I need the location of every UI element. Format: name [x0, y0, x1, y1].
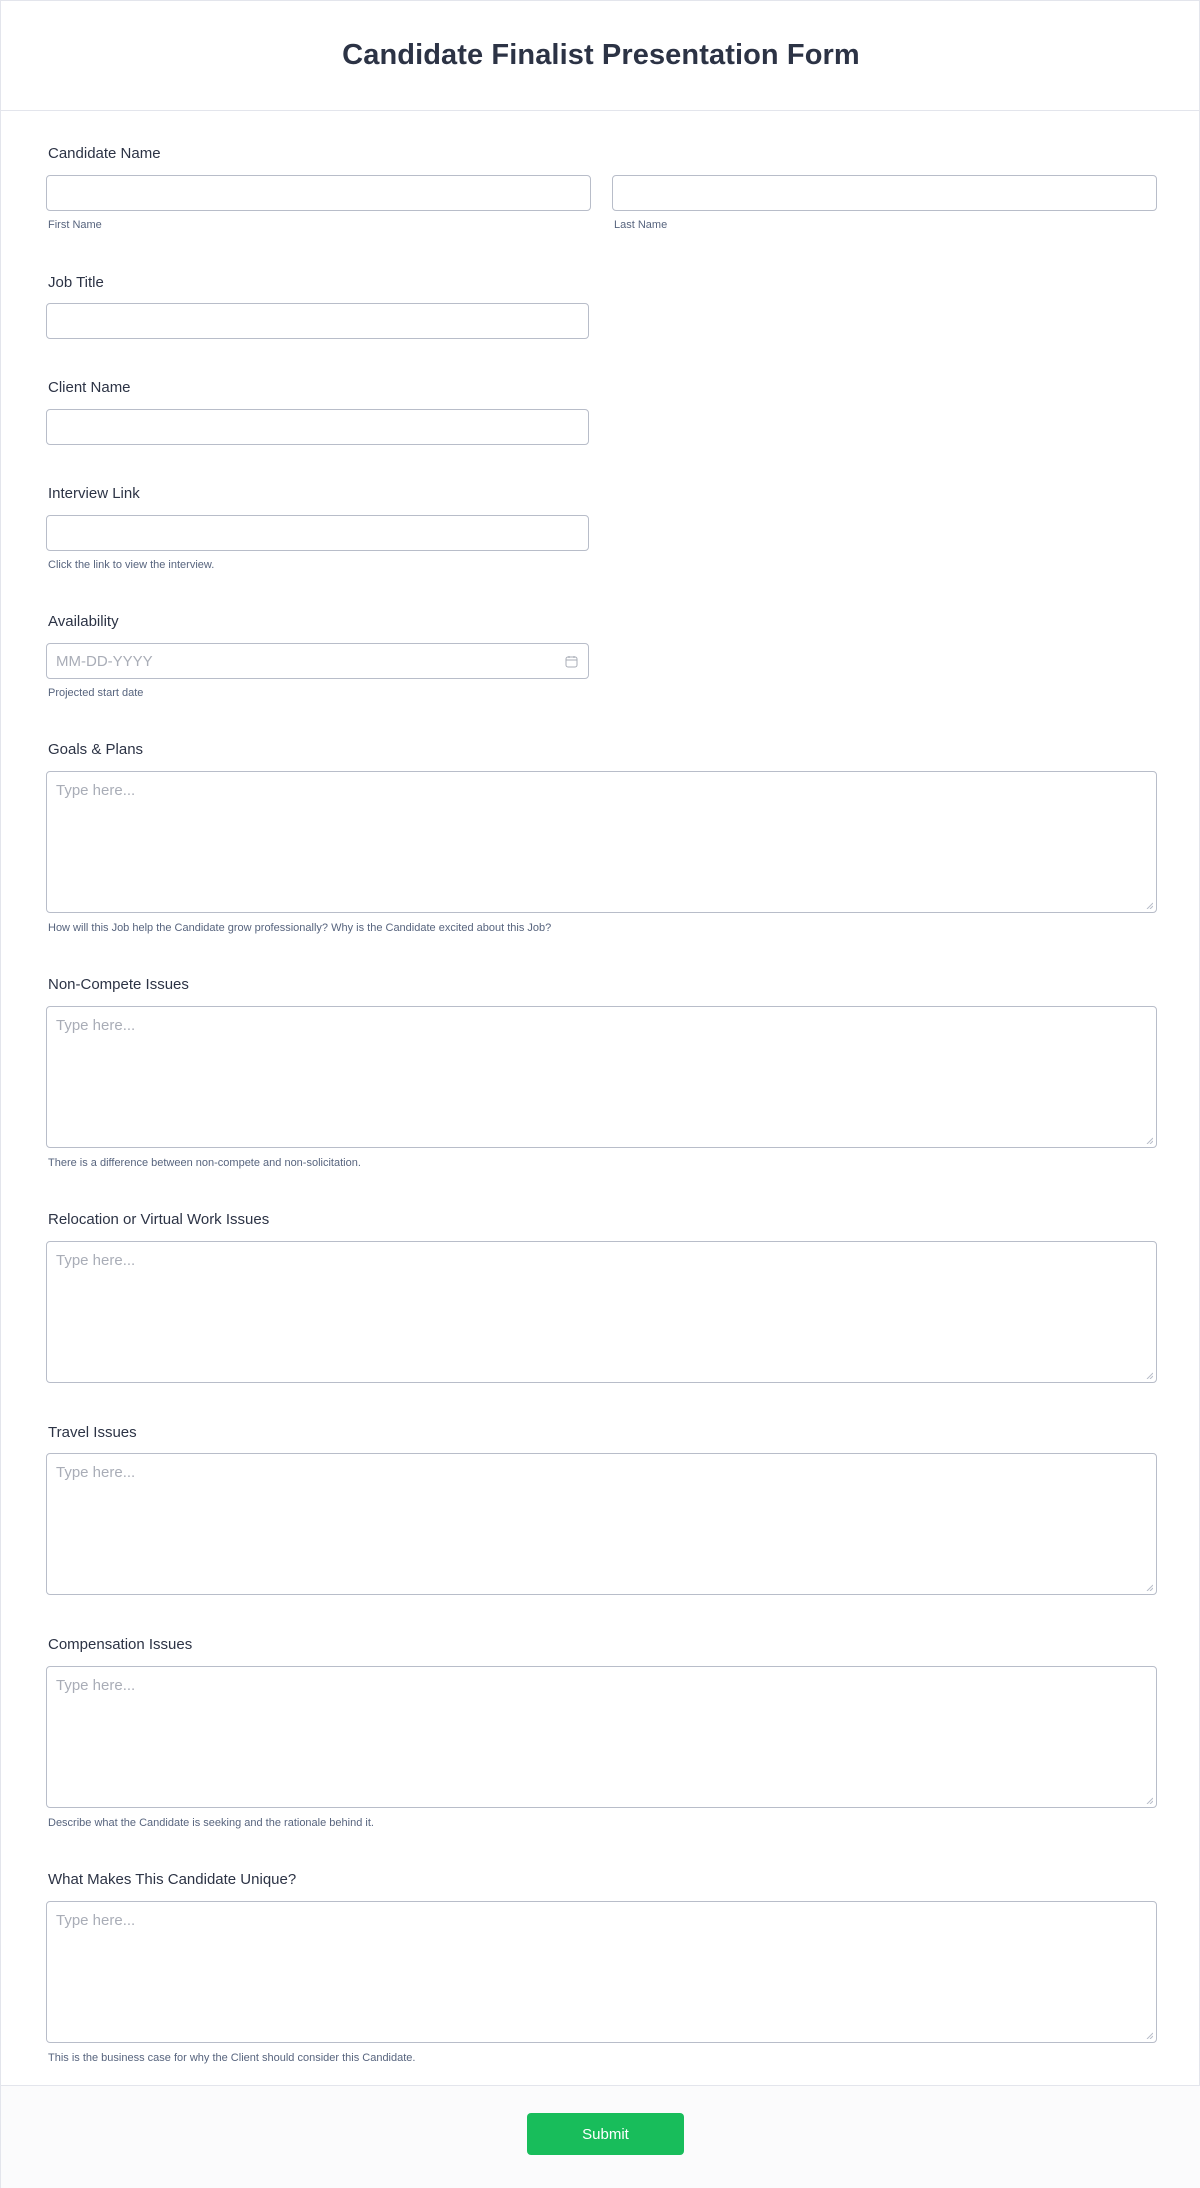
travel-label: Travel Issues — [48, 1424, 137, 1441]
form-title: Candidate Finalist Presentation Form — [342, 39, 860, 71]
resize-handle-icon[interactable] — [1146, 2032, 1153, 2039]
job-title-label: Job Title — [48, 274, 104, 291]
first-name-input[interactable] — [46, 175, 591, 211]
resize-handle-icon[interactable] — [1146, 1797, 1153, 1804]
client-name-label: Client Name — [48, 379, 131, 396]
goals-plans-placeholder: Type here... — [56, 782, 136, 799]
submit-button[interactable]: Submit — [527, 2113, 684, 2155]
availability-help: Projected start date — [48, 687, 144, 699]
resize-handle-icon[interactable] — [1146, 902, 1153, 909]
non-compete-textarea[interactable] — [46, 1006, 1157, 1148]
availability-date-input[interactable] — [46, 643, 589, 679]
travel-placeholder: Type here... — [56, 1464, 136, 1481]
job-title-input[interactable] — [46, 303, 589, 339]
compensation-placeholder: Type here... — [56, 1677, 136, 1694]
relocation-placeholder: Type here... — [56, 1252, 136, 1269]
unique-placeholder: Type here... — [56, 1912, 136, 1929]
last-name-input[interactable] — [612, 175, 1157, 211]
unique-textarea[interactable] — [46, 1901, 1157, 2043]
last-name-sublabel: Last Name — [614, 219, 668, 231]
form-header — [1, 1, 1200, 111]
goals-plans-help: How will this Job help the Candidate grow professionally? Why is the Candidate excited about this Job? — [48, 922, 552, 934]
first-name-sublabel: First Name — [48, 219, 102, 231]
travel-textarea[interactable] — [46, 1453, 1157, 1595]
calendar-icon[interactable] — [565, 655, 578, 668]
non-compete-help: There is a difference between non-compete and non-solicitation. — [48, 1157, 361, 1169]
resize-handle-icon[interactable] — [1146, 1584, 1153, 1591]
resize-handle-icon[interactable] — [1146, 1137, 1153, 1144]
goals-plans-label: Goals & Plans — [48, 741, 144, 758]
relocation-label: Relocation or Virtual Work Issues — [48, 1211, 270, 1228]
unique-help: This is the business case for why the Client should consider this Candidate. — [48, 2052, 416, 2064]
compensation-label: Compensation Issues — [48, 1636, 193, 1653]
relocation-textarea[interactable] — [46, 1241, 1157, 1383]
candidate-name-label: Candidate Name — [48, 145, 161, 162]
availability-label: Availability — [48, 613, 119, 630]
compensation-textarea[interactable] — [46, 1666, 1157, 1808]
form-footer — [1, 2085, 1200, 2188]
interview-link-label: Interview Link — [48, 485, 140, 502]
availability-placeholder: MM-DD-YYYY — [56, 653, 153, 670]
goals-plans-textarea[interactable] — [46, 771, 1157, 913]
interview-link-help: Click the link to view the interview. — [48, 559, 215, 571]
unique-label: What Makes This Candidate Unique? — [48, 1871, 297, 1888]
resize-handle-icon[interactable] — [1146, 1372, 1153, 1379]
non-compete-placeholder: Type here... — [56, 1017, 136, 1034]
non-compete-label: Non-Compete Issues — [48, 976, 189, 993]
client-name-input[interactable] — [46, 409, 589, 445]
compensation-help: Describe what the Candidate is seeking and the rationale behind it. — [48, 1817, 374, 1829]
interview-link-input[interactable] — [46, 515, 589, 551]
